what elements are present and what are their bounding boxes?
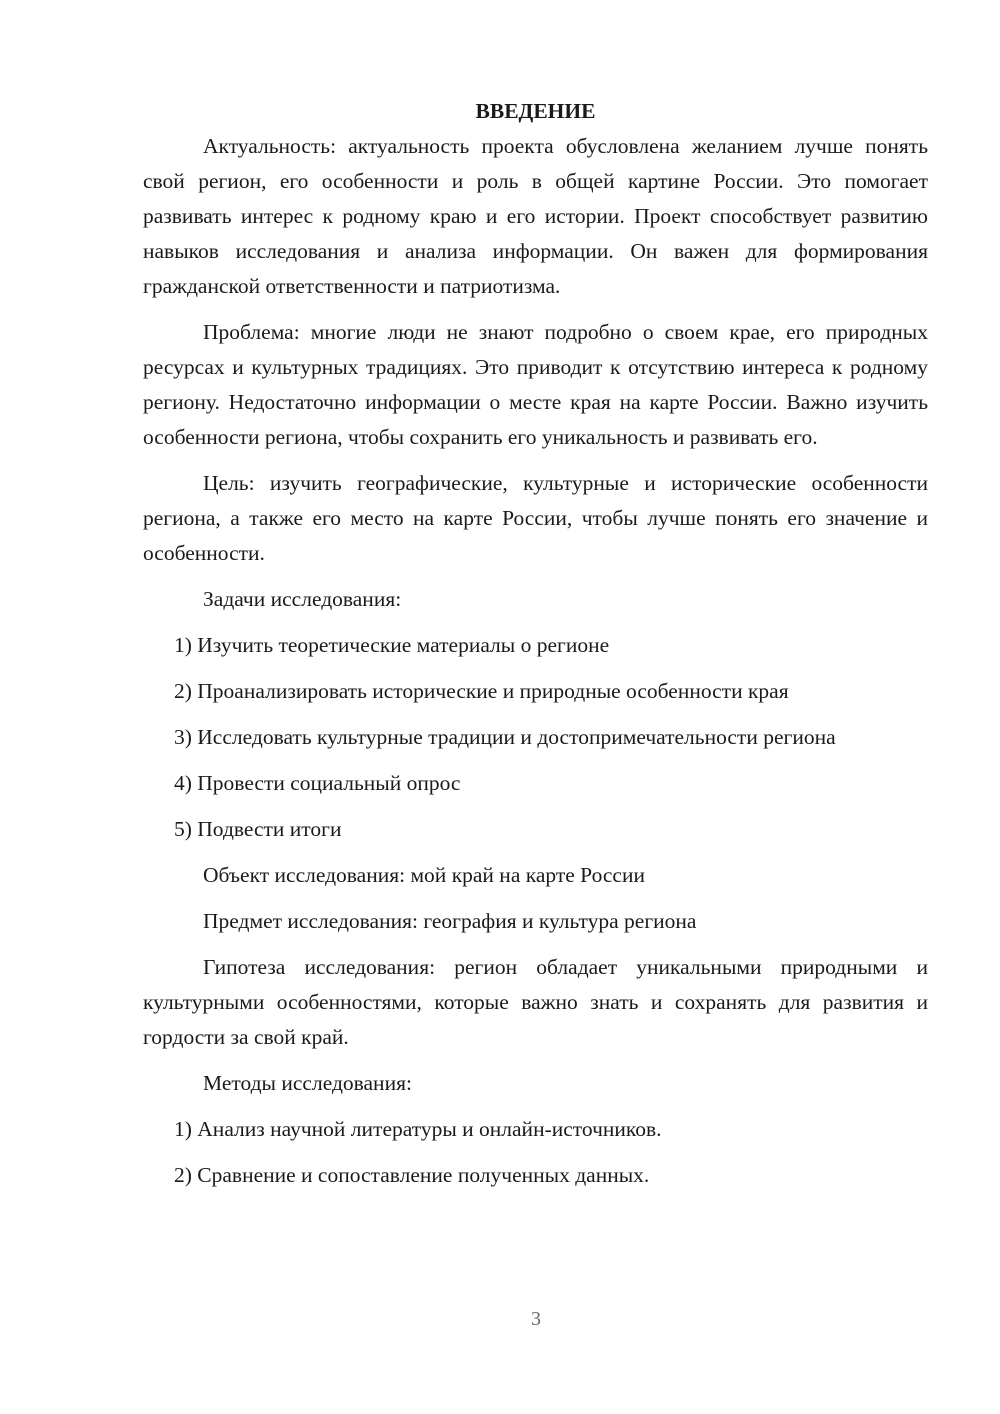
task-item-4: 4) Провести социальный опрос [174,771,461,795]
task-item-5: 5) Подвести итоги [174,817,342,841]
hypothesis-paragraph: Гипотеза исследования: регион обладает уникальными природными и культурными особенностями, которые важно знать и сохранять для развития и гордости за свой край. [143,955,928,1049]
method-item-1: 1) Анализ научной литературы и онлайн-источников. [174,1117,662,1141]
page-number: 3 [531,1308,541,1330]
task-item-1: 1) Изучить теоретические материалы о регионе [174,633,610,657]
relevance-paragraph: Актуальность: актуальность проекта обусловлена желанием лучше понять свой регион, его особенности и роль в общей картине России. Это помогает развивать интерес к родному краю и его истории. Проект способствует развитию навыков исследования и анализа информации. Он важен для формирования гражданской ответственности и патриотизма. [143,134,928,298]
method-item-2: 2) Сравнение и сопоставление полученных данных. [174,1163,650,1187]
methods-heading: Методы исследования: [203,1071,412,1095]
task-item-3: 3) Исследовать культурные традиции и достопримечательности региона [174,725,836,749]
section-title: ВВЕДЕНИЕ [475,99,596,123]
goal-paragraph: Цель: изучить географические, культурные и исторические особенности региона, а также его место на карте России, чтобы лучше понять его значение и особенности. [143,471,928,565]
problem-paragraph: Проблема: многие люди не знают подробно о своем крае, его природных ресурсах и культурных традициях. Это приводит к отсутствию интереса к родному региону. Недостаточно информации о месте края на карте России. Важно изучить особенности региона, чтобы сохранить его уникальность и развивать его. [143,320,928,449]
document-page [143,94,928,1204]
subject-line: Предмет исследования: география и культура региона [203,909,697,933]
tasks-heading: Задачи исследования: [203,587,402,611]
object-line: Объект исследования: мой край на карте России [203,863,645,887]
task-item-2: 2) Проанализировать исторические и природные особенности края [174,679,789,703]
